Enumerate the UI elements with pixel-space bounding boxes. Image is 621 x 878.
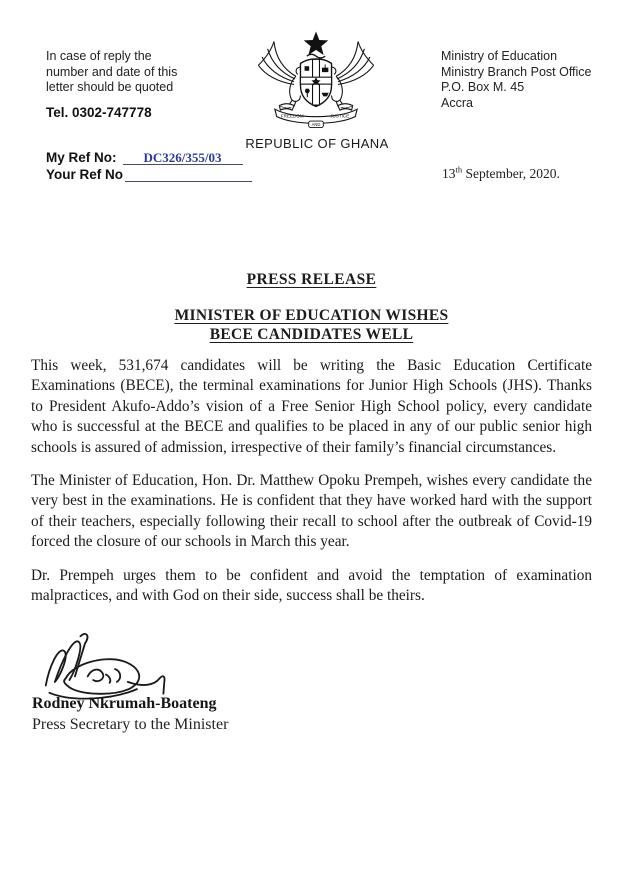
banner-text-freedom: FREEDOM [280, 113, 304, 119]
shield-icon [300, 59, 331, 107]
your-ref-row [46, 166, 252, 182]
reference-numbers [46, 149, 252, 183]
press-release-subtitle [31, 306, 592, 344]
banner-text-justice: JUSTICE [330, 113, 350, 119]
my-ref-label: My Ref No: [46, 150, 117, 165]
reply-note-line: number and date of this [46, 64, 178, 79]
your-ref-label: Your Ref No [46, 167, 123, 182]
ministry-address-line: P.O. Box M. 45 [441, 80, 525, 94]
my-ref-value: DC326/355/03 [123, 150, 243, 165]
left-eagle-icon [258, 42, 303, 111]
ghana-coat-of-arms-icon [252, 28, 380, 130]
reply-note [46, 49, 177, 96]
date-ordinal-suffix: th [455, 164, 463, 175]
banner-text-and: AND [311, 122, 321, 128]
black-star-icon [304, 31, 329, 55]
date-day: 13 [442, 166, 456, 181]
ministry-address-line: Accra [441, 95, 473, 110]
paragraph-2: The Minister of Education, Hon. Dr. Matthew Opoku Prempeh, wishes every candidate the very best in the examinations. He is confident that they have worked hard with the support of their teachers, especially following their recall to school after the outbreak of Covid-19 forced the closure of our schools in March this year. [31, 472, 592, 551]
emblem-caption: REPUBLIC OF GHANA [245, 136, 389, 151]
banner-ribbon-icon [275, 109, 357, 127]
date-rest: September, 2020. [462, 166, 560, 181]
letter-body [31, 271, 592, 606]
ministry-address [441, 49, 592, 111]
signer-name: Rodney Nkrumah-Boateng [32, 695, 217, 712]
paragraph-3: Dr. Prempeh urges them to be confident and avoid the temptation of examination malpractices, and with God on their side, success shall be theirs. [31, 566, 592, 605]
ministry-address-line: Ministry Branch Post Office [441, 64, 592, 79]
subtitle-line-1: MINISTER OF EDUCATION WISHES [174, 307, 449, 324]
ministry-address-line: Ministry of Education [441, 49, 558, 63]
letter-date [442, 166, 560, 182]
my-ref-row [46, 149, 252, 165]
reply-note-line: In case of reply the [46, 49, 152, 63]
telephone-number: Tel. 0302-747778 [46, 105, 152, 120]
subtitle-line-2: BECE CANDIDATES WELL [209, 326, 414, 343]
signer-title: Press Secretary to the Minister [32, 716, 229, 733]
paragraph-1: This week, 531,674 candidates will be writing the Basic Education Certificate Examinations (BECE), the terminal examinations for Junior High Schools (JHS). Thanks to President Akufo-Addo’s vision of a Free Senior High School policy, every candidate who is successful at the BECE and qualifies to be placed in any of our public senior high schools is assured of admission, irrespective of their family’s financial circumstances. [31, 357, 592, 456]
right-eagle-icon [329, 42, 374, 111]
your-ref-value [125, 167, 252, 182]
reply-note-line: letter should be quoted [46, 80, 174, 94]
press-release-title: PRESS RELEASE [246, 271, 377, 288]
